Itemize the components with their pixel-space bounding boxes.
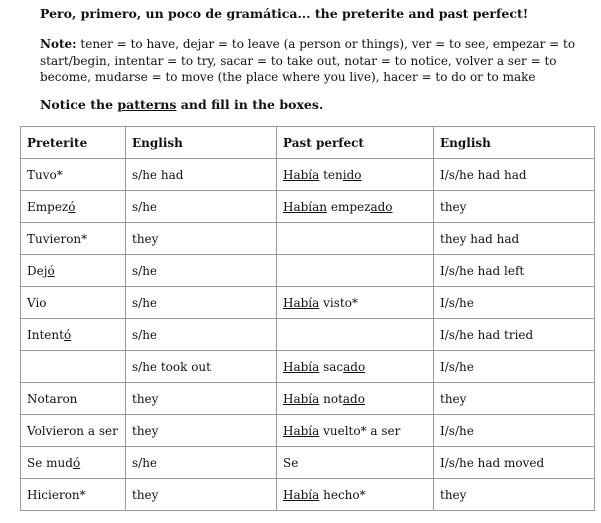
cell-text: Se mud [27,455,73,470]
english-cell[interactable]: they [126,383,277,415]
underlined-text: Había [283,167,320,182]
cell-text: empez [327,199,371,214]
english-cell[interactable]: s/he took out [126,351,277,383]
cell-text: Tuvo* [27,167,63,182]
table-row [21,287,595,319]
cell-text: Hicieron* [27,487,86,502]
past-perfect-cell[interactable] [277,159,434,191]
past-perfect-cell[interactable] [277,287,434,319]
table-row [21,383,595,415]
underlined-text: ido [342,167,362,182]
past-perfect-cell[interactable] [277,415,434,447]
table-row [21,191,595,223]
english-cell[interactable]: I/s/he had tried [434,319,595,351]
preterite-cell[interactable] [21,319,126,351]
english-cell[interactable]: s/he [126,255,277,287]
past-perfect-cell[interactable] [277,383,434,415]
english-cell[interactable]: they [126,223,277,255]
underlined-text: Habían [283,199,328,214]
underlined-text: Había [283,391,320,406]
preterite-cell[interactable] [21,159,126,191]
english-cell[interactable]: s/he [126,319,277,351]
english-cell[interactable]: I/s/he had moved [434,447,595,479]
preterite-cell[interactable] [21,447,126,479]
underlined-text: Había [283,295,320,310]
instruction-after: and fill in the boxes. [176,97,324,112]
note-label: Note: [40,37,77,51]
preterite-cell[interactable] [21,415,126,447]
preterite-cell[interactable] [21,479,126,511]
conjugation-table [20,126,595,511]
preterite-cell[interactable] [21,255,126,287]
english-cell[interactable]: they [434,479,595,511]
past-perfect-cell[interactable] [277,255,434,287]
preterite-cell[interactable] [21,351,126,383]
past-perfect-cell[interactable] [277,447,434,479]
underlined-text: ado [342,391,365,406]
english-cell[interactable]: they [126,479,277,511]
instruction-line [40,97,323,112]
table-row [21,319,595,351]
table-row [21,415,595,447]
underlined-text: Había [283,359,320,374]
english-cell[interactable]: I/s/he [434,351,595,383]
english-cell[interactable]: s/he [126,191,277,223]
table-header-row [21,127,595,159]
underlined-text: ado [370,199,393,214]
underlined-text: ó [47,263,55,278]
cell-text: Se [283,455,299,470]
table-row [21,223,595,255]
preterite-cell[interactable] [21,383,126,415]
underlined-text: ó [72,455,81,470]
instruction-before: Notice the [40,97,118,112]
english-cell[interactable]: I/s/he had had [434,159,595,191]
header-past-perfect: Past perfect [277,127,434,159]
header-english-2: English [434,127,595,159]
underlined-text: ó [63,327,72,342]
english-cell[interactable]: they [126,415,277,447]
cell-text: Dej [27,263,48,278]
worksheet-title: Pero, primero, un poco de gramática... the preterite and past perfect! [40,6,529,21]
english-cell[interactable]: I/s/he had left [434,255,595,287]
past-perfect-cell[interactable] [277,351,434,383]
preterite-cell[interactable] [21,191,126,223]
header-preterite: Preterite [21,127,126,159]
english-cell[interactable]: they had had [434,223,595,255]
cell-text: visto* [319,295,358,310]
cell-text: hecho* [319,487,366,502]
cell-text: Tuvieron* [27,231,88,246]
english-cell[interactable]: they [434,191,595,223]
english-cell[interactable]: s/he [126,447,277,479]
english-cell[interactable]: I/s/he [434,287,595,319]
underlined-text: Había [283,423,320,438]
cell-text: sac [319,359,344,374]
preterite-cell[interactable] [21,287,126,319]
english-cell[interactable]: s/he had [126,159,277,191]
instruction-underlined: patterns [117,97,177,112]
cell-text: ten [319,167,343,182]
cell-text: Empez [27,199,69,214]
table-row [21,479,595,511]
header-english-1: English [126,127,277,159]
cell-text: vuelto* a ser [319,423,401,438]
past-perfect-cell[interactable] [277,223,434,255]
table-body [21,159,595,511]
cell-text: not [319,391,343,406]
table-row [21,447,595,479]
underlined-text: ado [343,359,366,374]
cell-text: Intent [27,327,64,342]
past-perfect-cell[interactable] [277,191,434,223]
cell-text: Volvieron a ser [27,423,118,438]
underlined-text: Había [283,487,320,502]
vocabulary-note [40,36,590,86]
cell-text: Vio [27,295,47,310]
past-perfect-cell[interactable] [277,479,434,511]
english-cell[interactable]: they [434,383,595,415]
cell-text: Notaron [27,391,78,406]
past-perfect-cell[interactable] [277,319,434,351]
preterite-cell[interactable] [21,223,126,255]
table-row [21,255,595,287]
english-cell[interactable]: I/s/he [434,415,595,447]
table-row [21,351,595,383]
note-text: tener = to have, dejar = to leave (a person or things), ver = to see, empezar = to start/begin, intentar = to try, sacar = to take out, notar = to notice, volver a ser = to become, mudarse = to move (the place where you live), hacer = to do or to make [40,37,576,84]
underlined-text: ó [68,199,76,214]
english-cell[interactable]: s/he [126,287,277,319]
table-row [21,159,595,191]
